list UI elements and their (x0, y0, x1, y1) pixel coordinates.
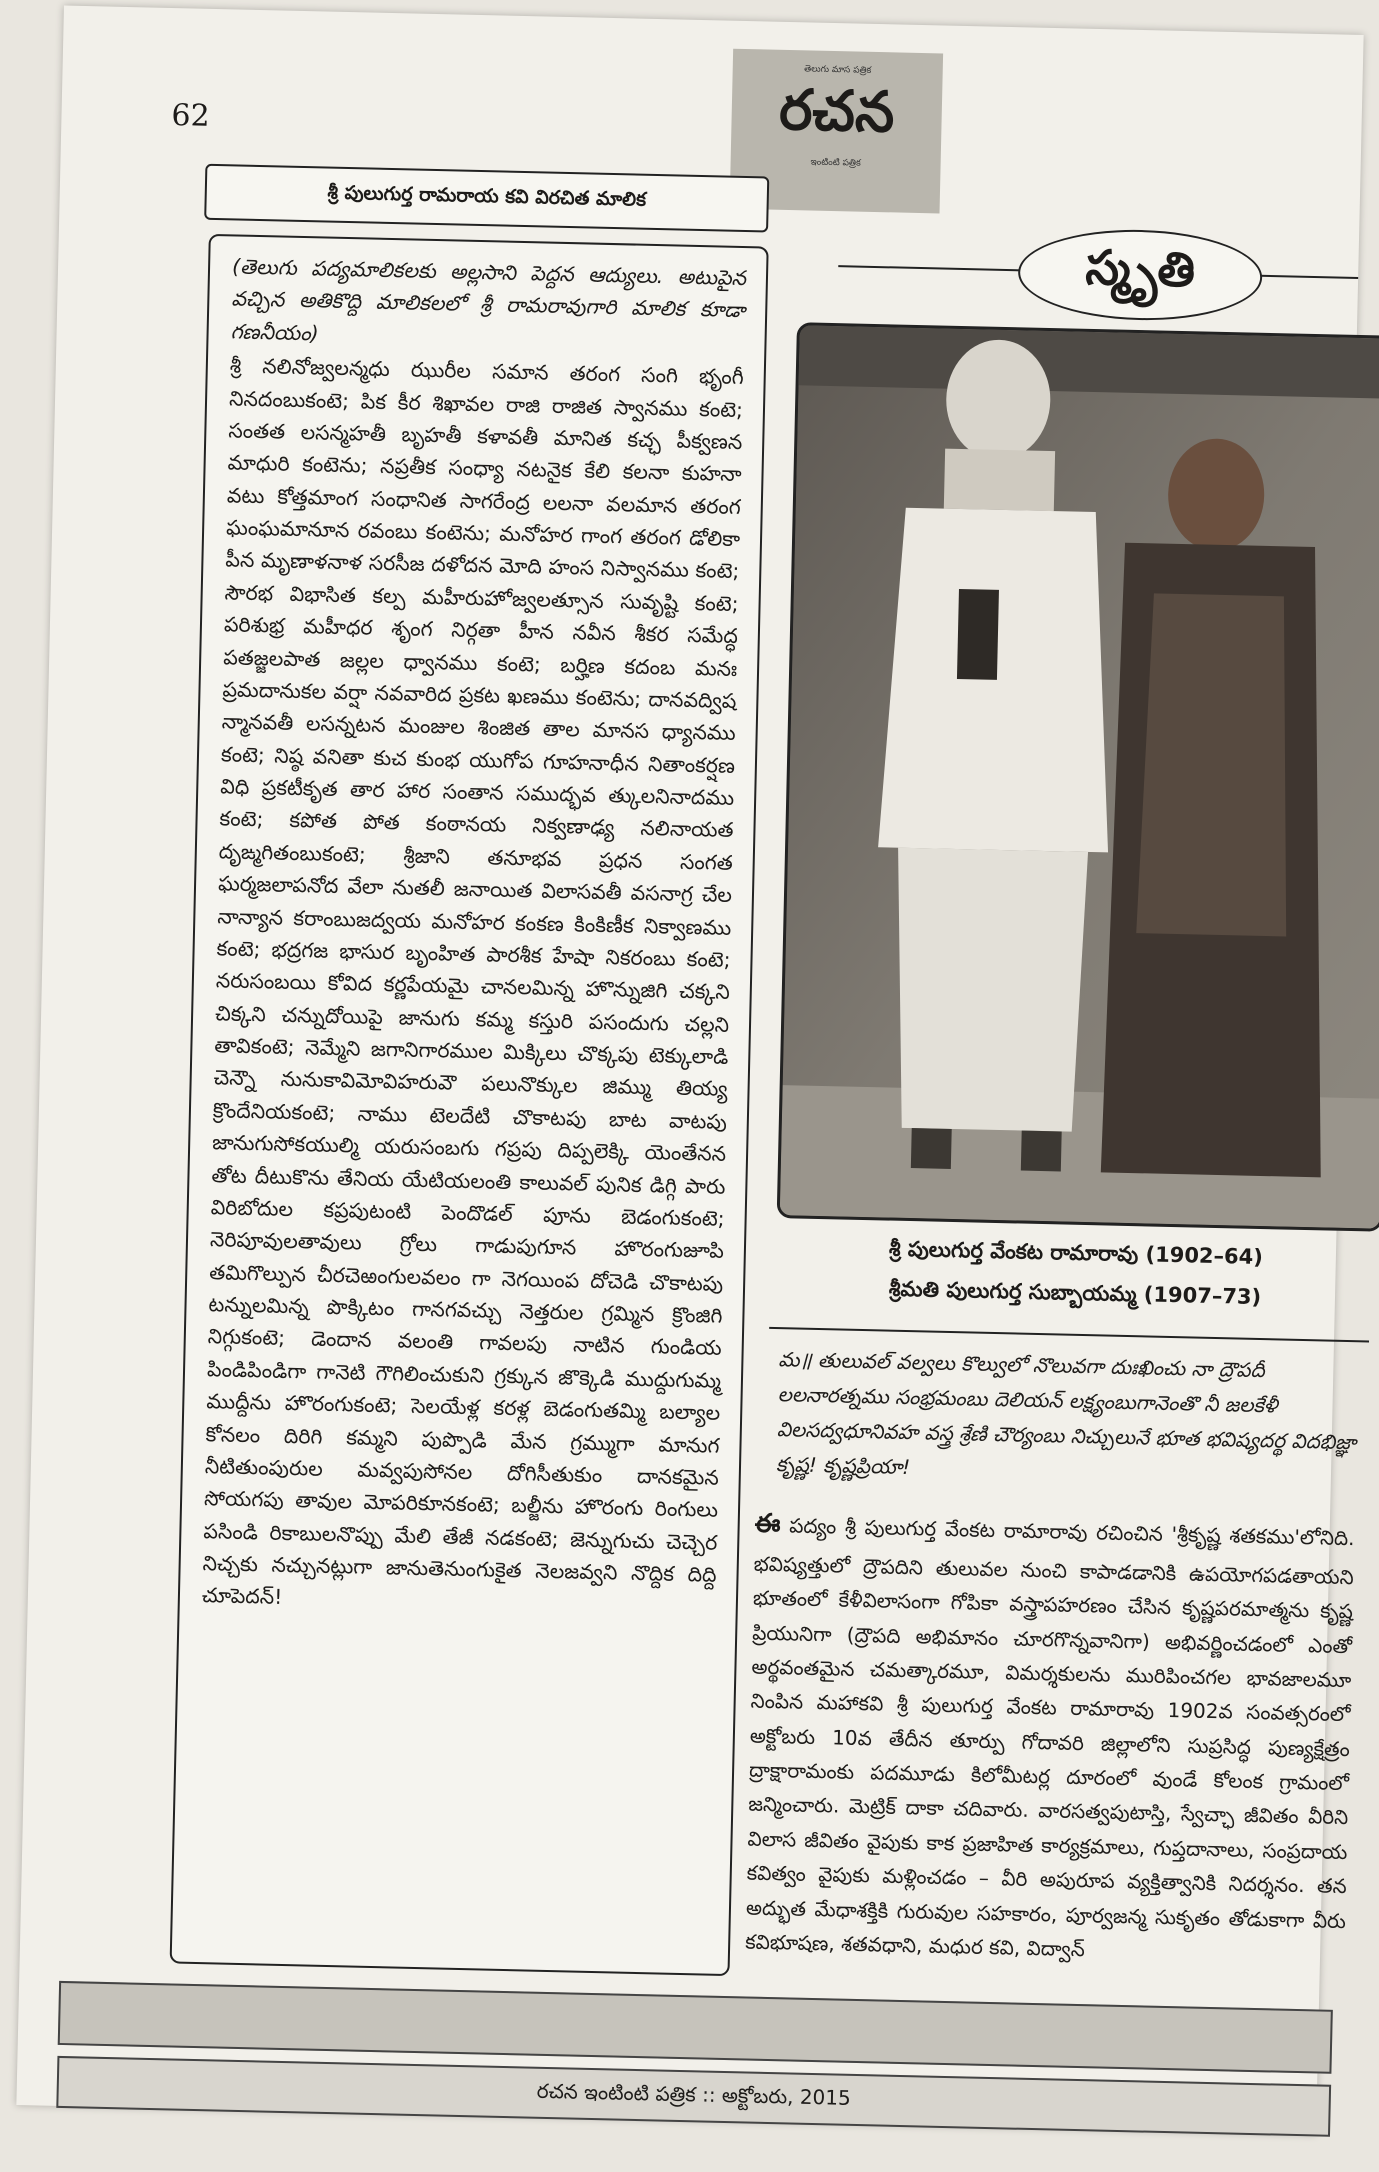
page-number: 62 (171, 97, 211, 134)
photo-caption (775, 1227, 1377, 1320)
portrait-photo-image (780, 325, 1379, 1228)
poem-text: శ్రీ నలినోజ్వలన్మధు ఝురీల సమాన తరంగ సంగి భృంగీ నినదంబుకంటె; పిక కీర శిఖావల రాజి రాజిత స్వానము కంటె; సంతత లసన్మహతీ బృహతీ కళావతీ మానిత కచ్ఛ పీక్వణన మాధురి కంటెను; నప్రతీక సంధ్యా నటనైక కేలి కలనా కుహనా వటు కోత్తమాంగ సంధానిత సాగరేంద్ర లలనా వలమాన తరంగ ఘంఘమానూన రవంబు కంటెను; మనోహర గాంగ తరంగ డోలికా పీన మృణాళనాళ సరసీజ దళోదన మోది హంస నిస్వానము కంటె; సౌరభ విభాసిత కల్ప మహీరుహోజ్వలత్సూన సువృష్టి కంటె; పరిశుభ్ర మహీధర శృంగ నిర్గతా హీన నవీన శీకర సమేద్ధ పతజ్జలపాత జల్లల ధ్వానము కంటె; బర్హిణ కదంబ మనః ప్రమదానుకల వర్షా నవవారిద ప్రకట ఖణము కంటెను; దానవద్విష న్మానవతీ లసన్నటన మంజుల శింజిత తాల మానస ధ్యానము కంటె; నిష్ఠ వనితా కుచ కుంభ యుగోప గూహనాధీన నితాంకర్షణ విధి ప్రకటీకృత తార హార సంతాన సముద్భవ త్కులనినాదము కంటె; కపోత పోత కంఠానయ నిక్వణాఢ్య నలినాయత దృఙ్మగితంబుకంటె; శ్రీజాని తనూభవ ప్రధన సంగత ఘర్మజలాపనోద వేలా నుతలీ జనాయిత విలాసవతీ వసనాగ్ర చేల నాన్యాన కరాంబుజద్వయ మనోహర కంకణ కింకిణీక నిక్వాణము కంటె; భద్రగజ భాసుర బృంహిత పారశీక హేషా నికరంబు కంటె; నరుసంబయి కోవిద కర్ణపేయమై చానలమిన్న హొన్నుజిగి చక్కని చిక్కని చన్నుదోయిపై జానుగు కమ్మ కస్తురి పసందుగు చల్లని తావికంటె; నెమ్మేని జగానిగారముల మిక్కిలు చొక్కపు టెక్కులాడి చెన్నౌ నునుకావిమోవిహరువౌ పలునొక్కుల జిమ్ము తియ్య క్రొందేనియకంటె; నాము టెలదేటి చొకాటపు బాట వాటపు జానుగుసోకయుల్మి యరుసంబగు గప్రపు దిప్పలెక్కి యెంతేనన తోట దీటుకొను తేనియ యేటియలంతి కాలువల్ పునిక డిగ్గి పారు విరిబోదుల కప్రపుటంటి పెందొడల్ పూను బెడంగుకంటె; నెరిపూవులతావులు గ్రోలు గాడుపుగూన హొరంగుజూపి తమిగొల్పున చీరచెఱంగులవలం గా నెగయింప దోచెడి చొకాటపు టన్నులమిన్న పొక్కిటం గానగవచ్చు నెత్తరుల గ్రమ్మిన క్రొంజిగి నిగ్గుకంటె; డెందాన వలంతి గావలపు నాటిన గుండియ పిండిపిండిగా గానెటి గౌగిలించుకుని గ్రక్కున జొక్కెడి ముద్దుగుమ్మ ముద్దీను హొరంగుకంటె; సెలయేళ్ల కరళ్ల బెడంగుతమ్మి బల్యాల కోనలం దిరిగి కమ్మని పుప్పొడి మేన గ్రమ్ముగా మానుగ నీటితుంపురుల మవ్వపుసోనల దోగిసీతుకుం దానకమైన సోయగపు తావుల మోపరికూనకంటె; బల్జీను హొరంగు రింగులు పసిండి రికాబులనొప్పు మేలి తేజీ నడకంటె; జెన్నుగుచు చెచ్చెర నిచ్చకు నచ్చునట్లుగా జానుతెనుంగుకైత నెలజవ్వని నొద్దిక దిద్ది చూపెదన్! (201, 353, 745, 1610)
article-drop-cap: ఈ (754, 1508, 781, 1540)
caption-line-1: శ్రీ పులుగుర్త వేంకట రామారావు (1902–64) (888, 1236, 1264, 1270)
poem-intro: (తెలుగు పద్యమాలికలకు అల్లసాని పెద్దన ఆద్యులు. అటుపైన వచ్చిన అతికొద్ది మాలికలలో శ్రీ రామరావుగారి మాలిక కూడా గణనీయం) (230, 254, 747, 346)
caption-divider (769, 1327, 1369, 1343)
poem-box (170, 234, 769, 1976)
section-title: స్మృతి (1017, 227, 1263, 323)
article-body (745, 1502, 1355, 1973)
portrait-photo (777, 322, 1379, 1232)
page-footer: రచన ఇంటింటి పత్రిక :: అక్టోబరు, 2015 (56, 2056, 1331, 2137)
magazine-logo: రచన (778, 77, 896, 146)
caption-line-2: శ్రీమతి పులుగుర్త సుబ్బాయమ్మ (1907–73) (888, 1276, 1262, 1309)
magazine-page (16, 6, 1363, 2135)
masthead-tagline: తెలుగు మాస పత్రిక (804, 64, 872, 76)
masthead-subtitle: ఇంటింటి పత్రిక (810, 157, 861, 169)
poem-title: శ్రీ పులుగుర్త రామరాయ కవి విరచిత మాలిక (204, 164, 769, 233)
quoted-verse: మ॥ తులువల్ వల్వలు కొల్వులో నొలువగా దుఃఖించు నా ద్రౌపదీ లలనారత్నము సంభ్రమంబు దెలియన్ లక్ష్యంబుగానెంతొ నీ జలకేళీ విలసద్వధూనివహ వస్త్ర శ్రేణి చౌర్యంబు నిచ్చులునే భూత భవిష్యదర్థ విదభిజ్ఞా కృష్ణ! కృష్ణప్రియా! (775, 1347, 1357, 1480)
article-text: పద్యం శ్రీ పులుగుర్త వేంకట రామారావు రచించిన 'శ్రీకృష్ణ శతకము'లోనిది. భవిష్యత్తులో ద్రౌపదిని తులువల నుంచి కాపాడడానికి ఉపయోగపడతాయని భూతంలో కేళీవిలాసంగా గోపికా వస్త్రాపహరణం చేసిన కృష్ణపరమాత్మను కృష్ణ ప్రియునిగా (ద్రౌపది అభిమానం చూరగొన్నవానిగా) అభివర్ణించడంలో ఎంతో అర్థవంతమైన చమత్కారమూ, విమర్శకులను మురిపించగల భావజాలమూ నింపిన మహాకవి శ్రీ పులుగుర్త వేంకట రామారావు 1902వ సంవత్సరంలో అక్టోబరు 10వ తేదీన తూర్పు గోదావరి జిల్లాలోని సుప్రసిద్ధ పుణ్యక్షేత్రం ద్రాక్షారామంకు పదమూడు కిలోమీటర్ల దూరంలో వుండే కోలంక గ్రామంలో జన్మించారు. మెట్రిక్ దాకా చదివారు. వారసత్వపుటాస్తి, స్వేచ్ఛా జీవితం వీరిని విలాస జీవితం వైపుకు కాక ప్రజాహిత కార్యక్రమాలు, గుప్తదానాలు, సంప్రదాయ కవిత్వం వైపుకు మళ్లించడం – వీరి అపురూప వ్యక్తిత్వానికి నిదర్శనం. తన అద్భుత మేధాశక్తికి గురువుల సహకారం, పూర్వజన్మ సుకృతం తోడుకాగా వీరు కవిభూషణ, శతవధాని, మధుర కవి, విద్వాన్ (744, 1513, 1355, 1962)
